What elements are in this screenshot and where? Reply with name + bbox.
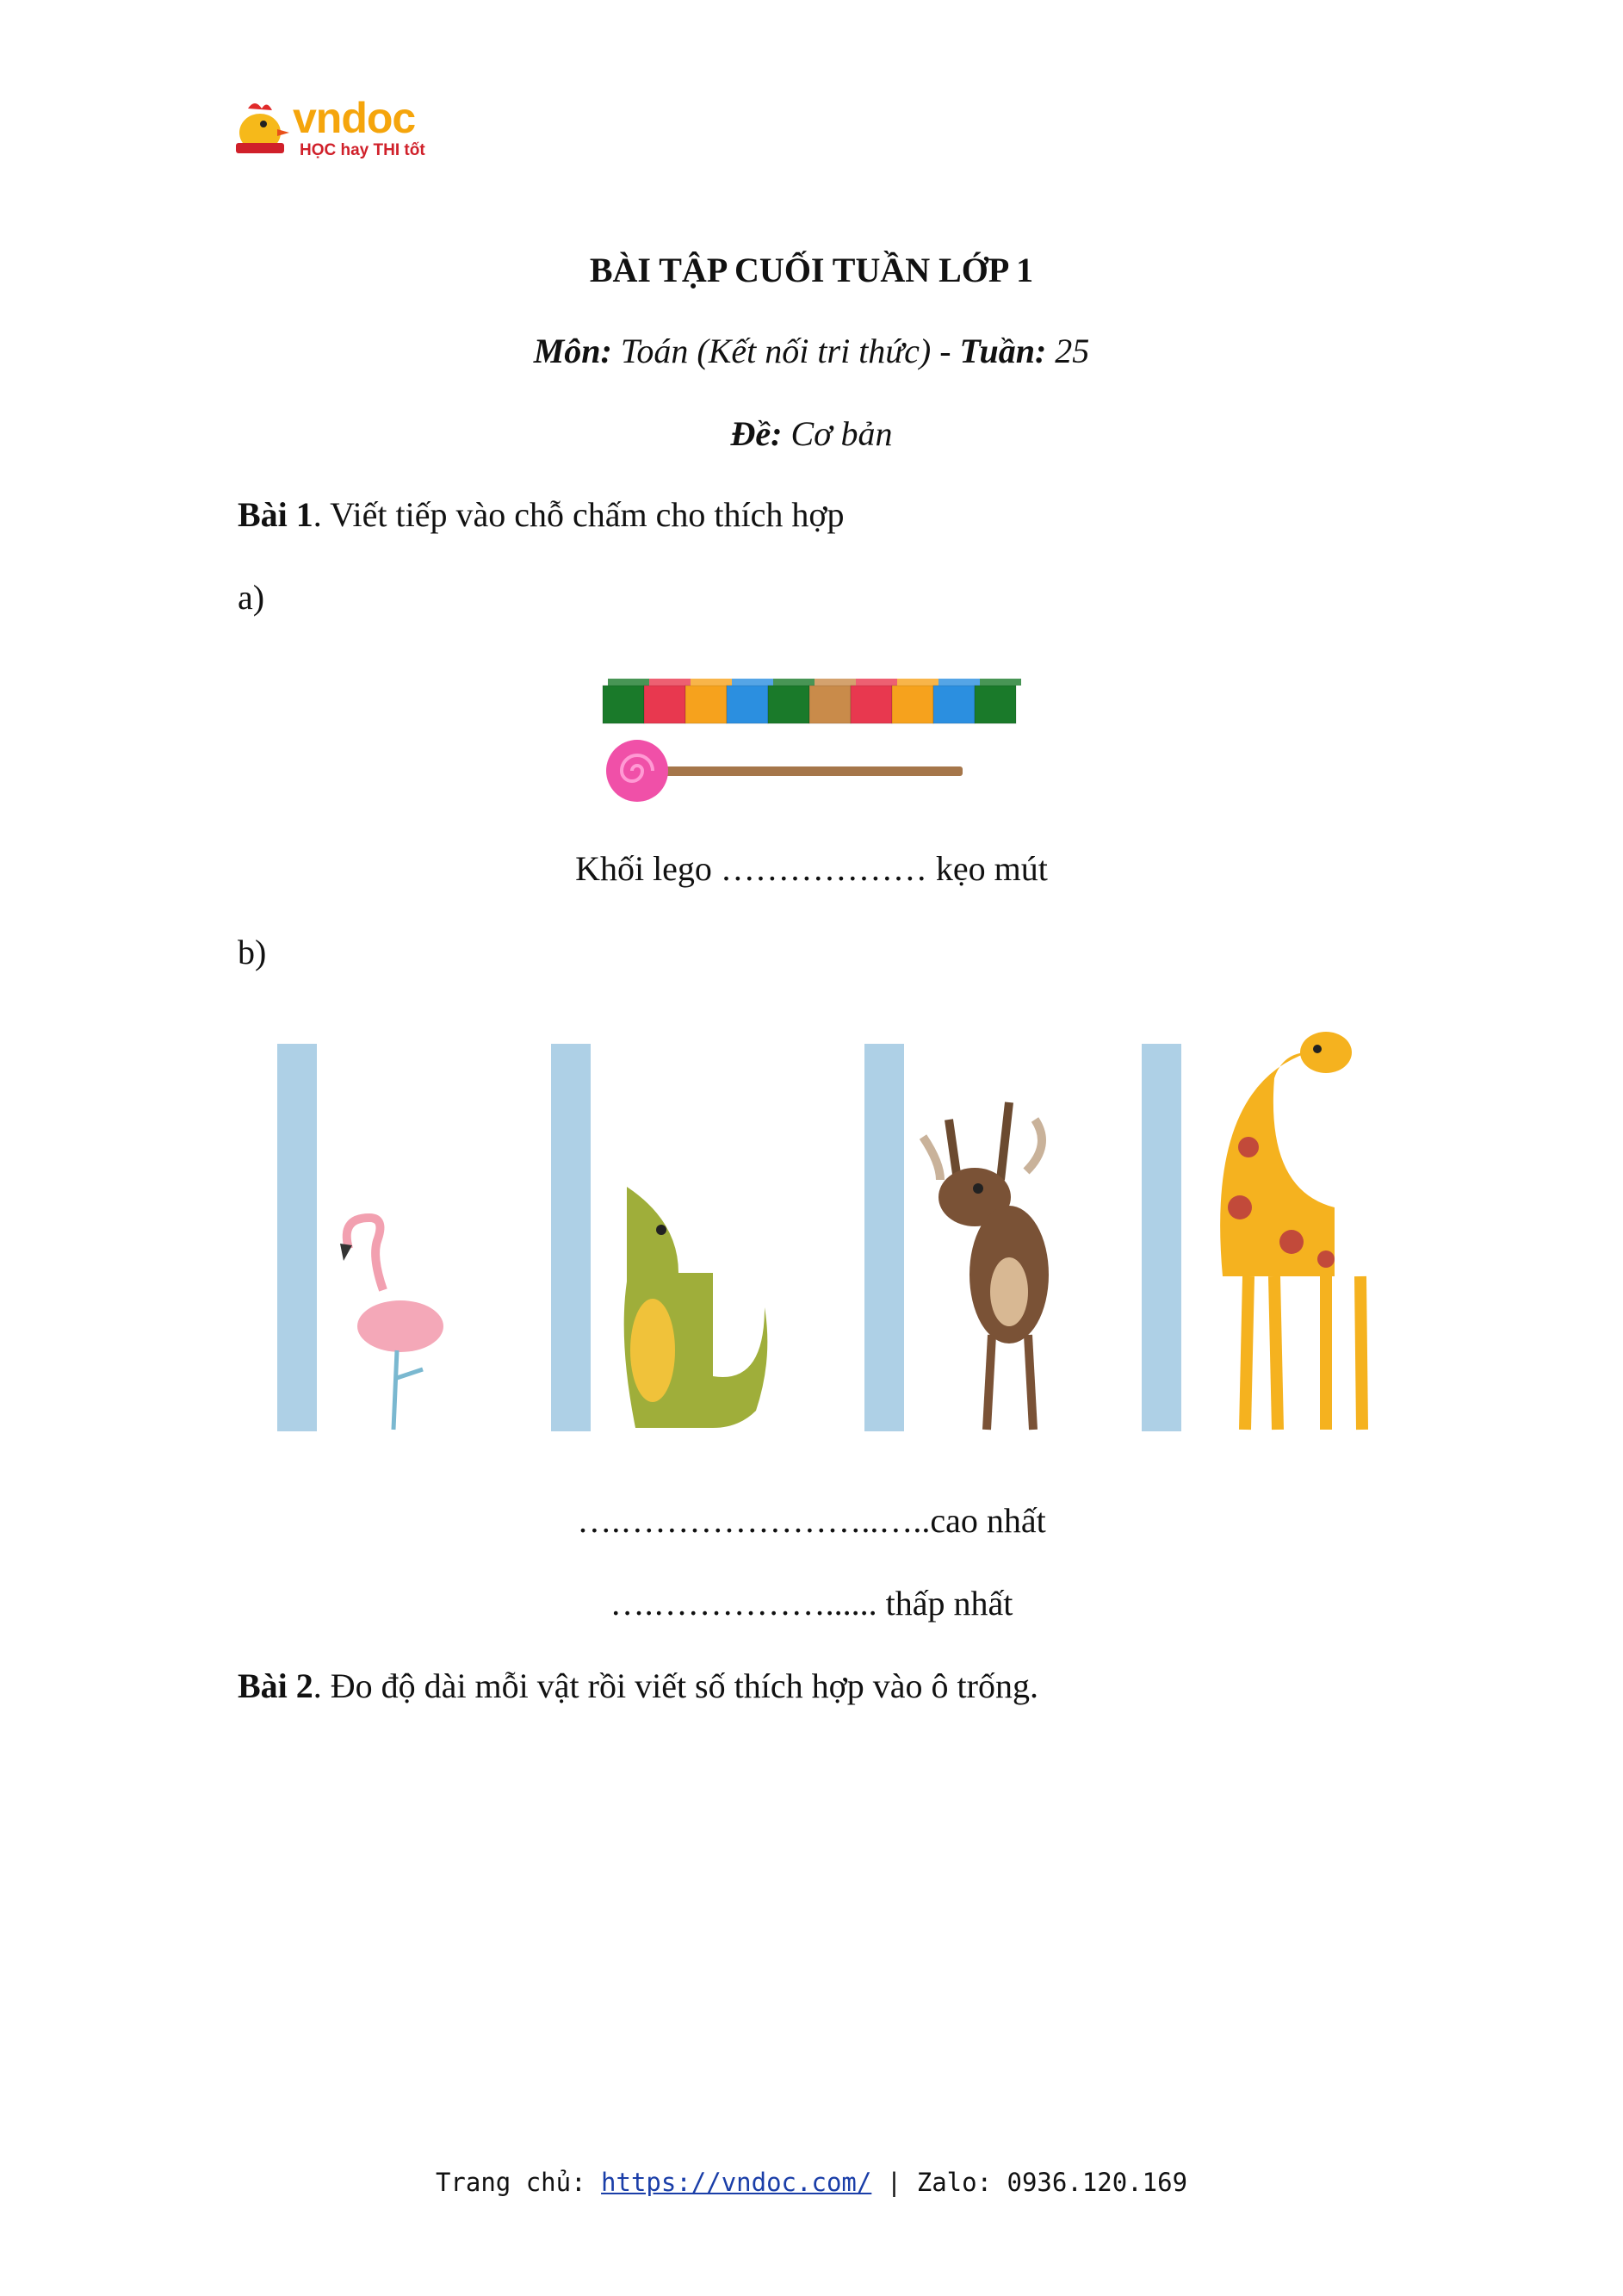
lego-block bbox=[892, 686, 933, 723]
part-a-label: a) bbox=[238, 578, 265, 617]
lego-block bbox=[851, 686, 892, 723]
part-b-answer-shortest: ….……………...... thấp nhất bbox=[610, 1584, 1013, 1623]
lego-block bbox=[975, 686, 1016, 723]
lego-block-top bbox=[773, 679, 815, 686]
chicken-mascot-icon bbox=[231, 98, 291, 158]
flamingo-icon bbox=[331, 1214, 469, 1431]
lego-block bbox=[933, 686, 975, 723]
crocodile-icon bbox=[610, 1178, 790, 1433]
lego-block-top bbox=[980, 679, 1021, 686]
lego-lollipop-illustration bbox=[594, 672, 1033, 810]
page-title: BÀI TẬP CUỐI TUẦN LỚP 1 bbox=[589, 251, 1034, 289]
subject-separator: - bbox=[939, 332, 951, 370]
vndoc-logo bbox=[231, 93, 437, 165]
week-value: 25 bbox=[1055, 332, 1090, 370]
lego-block-top bbox=[856, 679, 897, 686]
lego-block bbox=[809, 686, 851, 723]
lego-block-top bbox=[649, 679, 691, 686]
exercise2-heading bbox=[238, 1666, 1038, 1706]
exercise2-label: Bài 2 bbox=[238, 1666, 313, 1705]
exercise2-instruction: . Đo độ dài mỗi vật rồi viết số thích hợp vào ô trống. bbox=[313, 1666, 1038, 1705]
height-ruler bbox=[1142, 1044, 1181, 1431]
exercise1-instruction: . Viết tiếp vào chỗ chấm cho thích hợp bbox=[313, 495, 845, 534]
height-ruler bbox=[277, 1044, 317, 1431]
footer-home-link[interactable]: https://vndoc.com/ bbox=[601, 2168, 872, 2197]
lego-block-top bbox=[691, 679, 732, 686]
logo-wordmark: vndoc bbox=[293, 94, 416, 142]
lego-block-bar bbox=[603, 679, 1021, 723]
moose-icon bbox=[914, 1102, 1087, 1434]
subject-label: Môn: bbox=[533, 332, 612, 370]
logo-tagline: HỌC hay THI tốt bbox=[300, 141, 425, 159]
lollipop-icon bbox=[606, 740, 963, 802]
page-footer bbox=[0, 2168, 1623, 2197]
part-b-answer-tallest: ….…………………..…..cao nhất bbox=[577, 1501, 1046, 1540]
subject-line bbox=[0, 331, 1623, 371]
footer-divider: | bbox=[886, 2168, 902, 2197]
part-b-label: b) bbox=[238, 933, 267, 971]
lego-block-top bbox=[608, 679, 649, 686]
footer-zalo-number: 0936.120.169 bbox=[1007, 2168, 1188, 2197]
lego-block bbox=[727, 686, 768, 723]
height-ruler bbox=[551, 1044, 591, 1431]
lego-block-top bbox=[732, 679, 773, 686]
footer-zalo-label: Zalo: bbox=[916, 2168, 993, 2197]
footer-home-label: Trang chủ: bbox=[435, 2168, 586, 2197]
exercise1-heading bbox=[238, 494, 845, 535]
giraffe-icon bbox=[1197, 1018, 1386, 1433]
subject-value: Toán (Kết nối tri thức) bbox=[620, 332, 932, 370]
exercise1-label: Bài 1 bbox=[238, 495, 313, 534]
week-label: Tuần: bbox=[959, 332, 1047, 370]
level-line bbox=[0, 413, 1623, 454]
lego-block-top bbox=[938, 679, 980, 686]
lego-block bbox=[644, 686, 685, 723]
lego-block-top bbox=[897, 679, 938, 686]
level-value: Cơ bản bbox=[790, 414, 893, 453]
lego-block bbox=[685, 686, 727, 723]
lego-block-top bbox=[815, 679, 856, 686]
part-a-answer-line: Khối lego ……………… kẹo mút bbox=[575, 849, 1048, 888]
level-label: Đề: bbox=[730, 414, 783, 453]
lego-block bbox=[768, 686, 809, 723]
lego-block bbox=[603, 686, 644, 723]
height-ruler bbox=[864, 1044, 904, 1431]
